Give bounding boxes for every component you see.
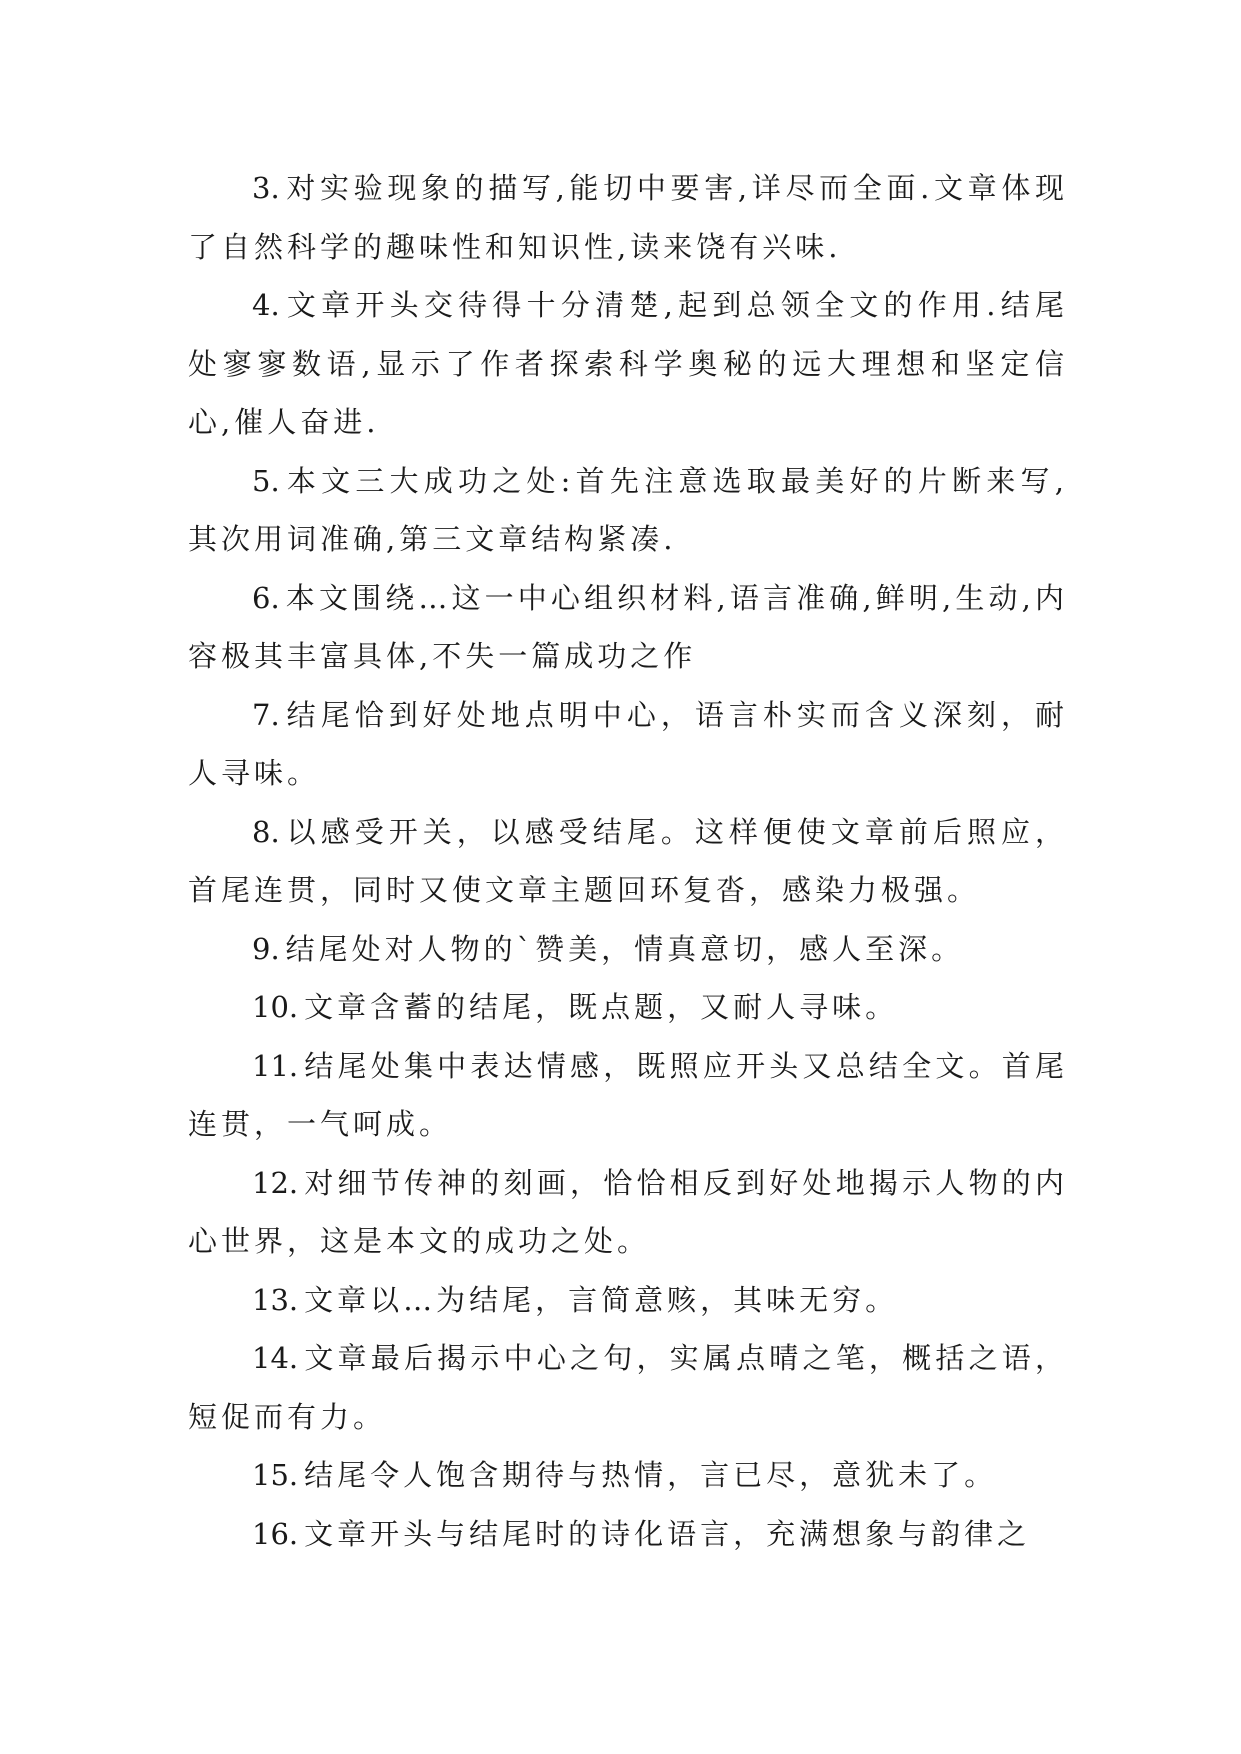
paragraph-text: 文章开头与结尾时的诗化语言，充满想象与韵律之 (304, 1516, 1031, 1551)
paragraph-number: 6. (252, 580, 280, 615)
paragraph-number: 16. (252, 1516, 299, 1551)
paragraph-5 (188, 452, 1068, 569)
paragraph-number: 8. (252, 814, 280, 849)
paragraph-11 (188, 1037, 1068, 1154)
paragraph-number: 7. (252, 697, 280, 732)
paragraph-number: 3. (252, 171, 280, 205)
paragraph-number: 10. (252, 990, 299, 1024)
paragraph-number: 4. (252, 288, 280, 322)
paragraph-9 (188, 920, 1068, 979)
paragraph-6 (188, 569, 1068, 686)
paragraph-text: 以感受开关，以感受结尾。这样便使文章前后照应，首尾连贯，同时又使文章主题回环复沓，感染力极强。 (188, 814, 1068, 907)
paragraph-12 (188, 1154, 1068, 1271)
paragraph-10 (188, 978, 1068, 1037)
paragraph-number: 14. (252, 1341, 299, 1375)
paragraph-text: 文章开头交待得十分清楚,起到总领全文的作用.结尾处寥寥数语,显示了作者探索科学奥秘的远大理想和坚定信心,催人奋进. (188, 288, 1068, 439)
paragraph-number: 5. (252, 463, 280, 498)
paragraph-4 (188, 276, 1068, 452)
paragraph-text: 对实验现象的描写,能切中要害,详尽而全面.文章体现了自然科学的趣味性和知识性,读来饶有兴味. (188, 171, 1068, 264)
paragraph-text: 本文围绕…这一中心组织材料,语言准确,鲜明,生动,内容极其丰富具体,不失一篇成功之作 (188, 580, 1068, 673)
paragraph-text: 本文三大成功之处:首先注意选取最美好的片断来写,其次用词准确,第三文章结构紧凑. (188, 463, 1068, 556)
paragraph-15 (188, 1446, 1068, 1505)
paragraph-text: 结尾处集中表达情感，既照应开头又总结全文。首尾连贯，一气呵成。 (188, 1048, 1068, 1141)
paragraph-text: 结尾恰到好处地点明中心，语言朴实而含义深刻，耐人寻味。 (188, 697, 1068, 790)
paragraph-13 (188, 1271, 1068, 1330)
paragraph-number: 11. (252, 1048, 299, 1083)
paragraph-text: 结尾令人饱含期待与热情，言已尽，意犹未了。 (304, 1458, 998, 1492)
paragraph-text: 对细节传神的刻画，恰恰相反到好处地揭示人物的内心世界，这是本文的成功之处。 (188, 1165, 1068, 1258)
paragraph-text: 文章最后揭示中心之句，实属点晴之笔，概括之语，短促而有力。 (188, 1341, 1068, 1434)
paragraph-number: 13. (252, 1282, 299, 1317)
paragraph-text: 结尾处对人物的`赞美，情真意切，感人至深。 (285, 931, 965, 966)
paragraph-text: 文章以…为结尾，言简意赅，其味无穷。 (304, 1282, 899, 1317)
paragraph-number: 9. (252, 931, 280, 966)
paragraph-8 (188, 803, 1068, 920)
document-body (188, 159, 1068, 1563)
paragraph-number: 12. (252, 1165, 299, 1200)
paragraph-14 (188, 1329, 1068, 1446)
paragraph-3 (188, 159, 1068, 276)
paragraph-16 (188, 1505, 1068, 1564)
paragraph-7 (188, 686, 1068, 803)
paragraph-number: 15. (252, 1458, 299, 1492)
paragraph-text: 文章含蓄的结尾，既点题，又耐人寻味。 (304, 990, 899, 1024)
